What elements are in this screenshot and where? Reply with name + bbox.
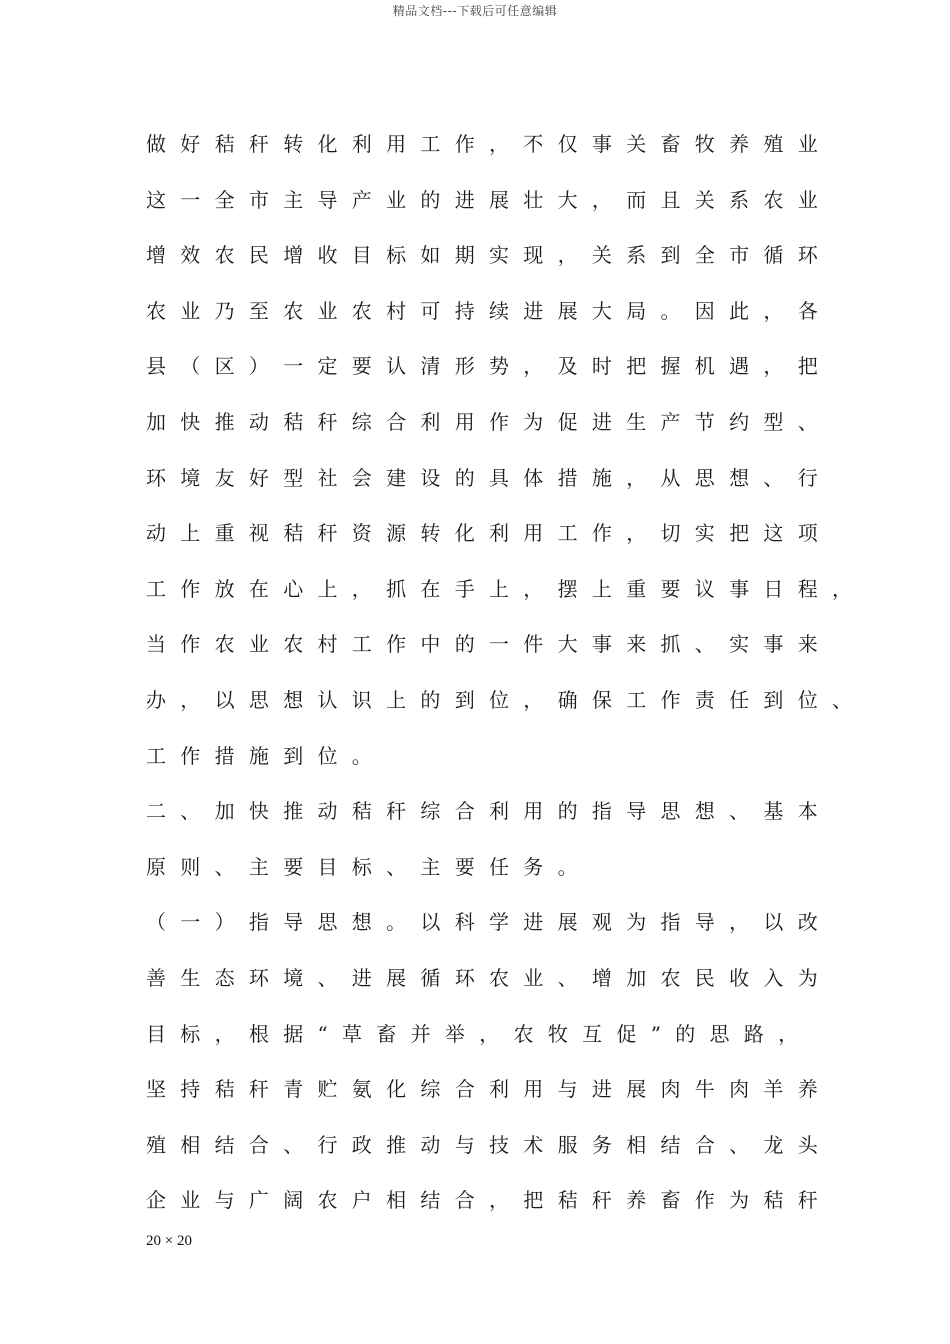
text-line: 办，以思想认识上的到位，确保工作责任到位、 xyxy=(146,687,867,712)
text-line: 加快推动秸秆综合利用作为促进生产节约型、 xyxy=(146,409,832,434)
text-line: 农业乃至农业农村可持续进展大局。因此，各 xyxy=(146,298,832,323)
text-line: 增效农民增收目标如期实现，关系到全市循环 xyxy=(146,243,832,268)
text-line: 这一全市主导产业的进展壮大，而且关系农业 xyxy=(146,187,832,212)
text-line: 殖相结合、行政推动与技术服务相结合、龙头 xyxy=(146,1132,832,1157)
section-heading: 二、加快推动秸秆综合利用的指导思想、基本 xyxy=(146,799,832,824)
text-line: 坚持秸秆青贮氨化综合利用与进展肉牛肉羊养 xyxy=(146,1077,832,1102)
text-line: 工作措施到位。 xyxy=(146,743,387,768)
text-line: 当作农业农村工作中的一件大事来抓、实事来 xyxy=(146,632,832,657)
grid-size-note: 20 × 20 xyxy=(146,1233,192,1249)
section-heading-continued: 原则、主要目标、主要任务。 xyxy=(146,854,592,879)
text-line: 目标，根据“草畜并举，农牧互促”的思路， xyxy=(146,1021,813,1046)
text-line: 动上重视秸秆资源转化利用工作，切实把这项 xyxy=(146,521,832,546)
text-line: 做好秸秆转化利用工作，不仅事关畜牧养殖业 xyxy=(146,132,832,156)
document-body xyxy=(146,117,906,1229)
subsection-heading: （一）指导思想。以科学进展观为指导，以改 xyxy=(146,910,832,935)
text-line: 工作放在心上，抓在手上，摆上重要议事日程， xyxy=(146,576,867,601)
text-line: 企业与广阔农户相结合，把秸秆养畜作为秸秆 xyxy=(146,1188,832,1213)
text-line: 县（区）一定要认清形势，及时把握机遇，把 xyxy=(146,354,832,379)
text-line: 环境友好型社会建设的具体措施，从思想、行 xyxy=(146,465,832,490)
text-line: 善生态环境、进展循环农业、增加农民收入为 xyxy=(146,965,832,990)
header-note: 精品文档---下载后可任意编辑 xyxy=(392,4,558,18)
